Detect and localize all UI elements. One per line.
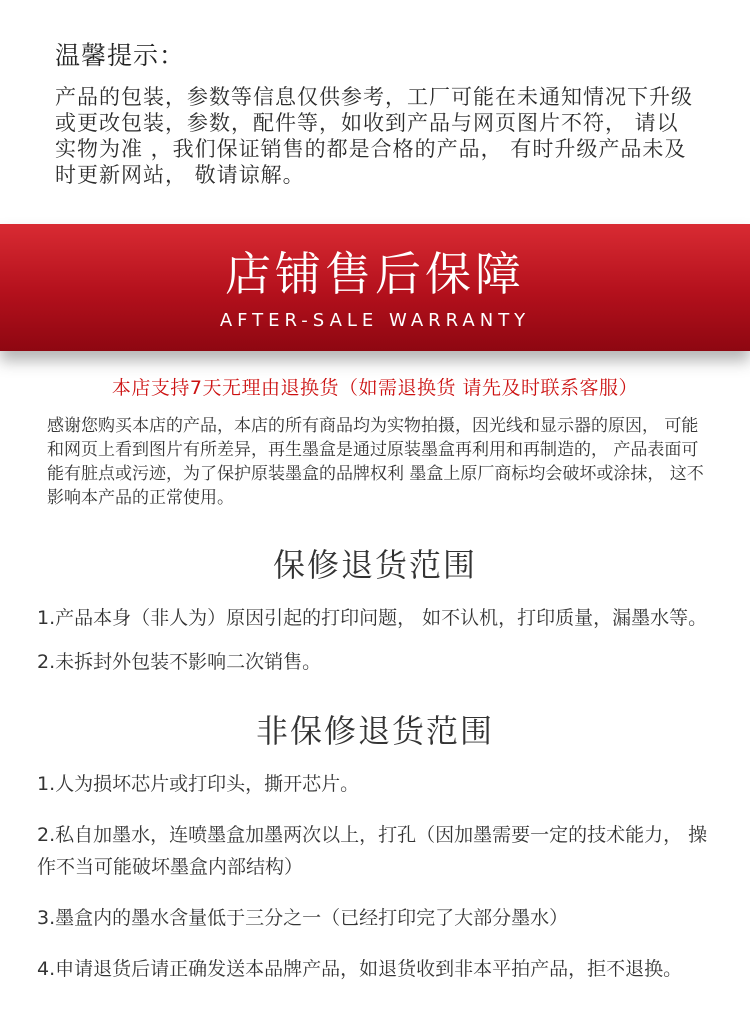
after-sale-banner	[0, 224, 750, 351]
notice-body: 产品的包装，参数等信息仅供参考，工厂可能在未通知情况下升级或更改包装，参数，配件等，如收到产品与网页图片不符， 请以实物为准 ，我们保证销售的都是合格的产品， 有时升级产品未及时更新网站， 敬请谅解。	[55, 85, 693, 187]
warranty-scope-list	[0, 602, 750, 678]
non-warranty-scope-title: 非保修退货范围	[255, 712, 494, 750]
list-item: 3.墨盒内的墨水含量低于三分之一（已经打印完了大部分墨水）	[37, 907, 569, 929]
list-item: 1.产品本身（非人为）原因引起的打印问题， 如不认机，打印质量，漏墨水等。	[37, 607, 708, 629]
banner-title-en: AFTER-SALE WARRANTY	[219, 310, 531, 331]
warranty-scope-title: 保修退货范围	[272, 546, 477, 584]
list-item: 4.申请退货后请正确发送本品牌产品，如退货收到非本平拍产品，拒不退换。	[37, 958, 683, 980]
non-warranty-scope-list	[0, 768, 750, 985]
list-item: 1.人为损坏芯片或打印头，撕开芯片。	[37, 773, 360, 795]
notice-title: 温馨提示：	[55, 41, 186, 70]
banner-title-cn: 店铺售后保障	[225, 247, 525, 301]
list-item: 2.未拆封外包装不影响二次销售。	[37, 651, 322, 673]
return-policy-headline: 本店支持7天无理由退换货（如需退换货 请先及时联系客服）	[111, 377, 639, 399]
list-item: 2.私自加墨水，连喷墨盒加墨两次以上，打孔（因加墨需要一定的技术能力， 操作不当可能破坏墨盒内部结构）	[37, 824, 708, 878]
policy-description: 感谢您购买本店的产品，本店的所有商品均为实物拍摄，因光线和显示器的原因， 可能和网页上看到图片有所差异，再生墨盒是通过原装墨盒再利用和再制造的， 产品表面可能有脏点或污迹，为了保护原装墨盒的品牌权利 墨盒上原厂商标均会破坏或涂抹， 这不影响本产品的正常使用。	[47, 416, 704, 508]
notice-section	[0, 0, 750, 187]
